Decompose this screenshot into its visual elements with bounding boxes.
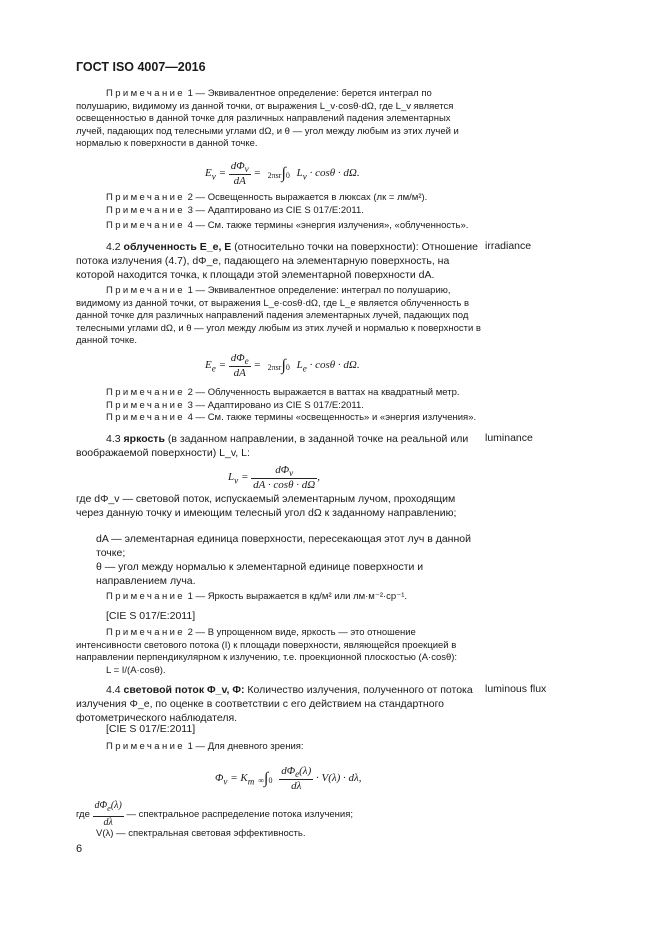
irr-note3: Примечание 3 — Адаптировано из CIE S 017/E:2011. — [106, 400, 364, 411]
irradiance-en-term: irradiance — [485, 240, 532, 252]
page-number: 6 — [76, 843, 83, 855]
lum-ref: [CIE S 017/E:2011] — [106, 610, 196, 622]
flux-ref: [CIE S 017/E:2011] — [106, 723, 196, 735]
irradiance-definition: 4.2 облученность E_e, E (относительно точки на поверхности): Отношение потока излучения (4.7), dΦ_e, падающего на элементарную поверхность, на которой находится точка, к площади этой элементарной поверхности dA. — [76, 241, 479, 281]
illum-note2: Примечание 2 — Освещенность выражается в люксах (лк = лм/м²). — [106, 192, 428, 203]
flux-note1: Примечание 1 — Для дневного зрения: — [106, 741, 304, 752]
formula-ee: $E_e$ = $\frac{d\Phi_e}{dA}$ = 2πsr∫0 $L_e \cdot \cos\theta \cdot d\Omega$. — [205, 352, 360, 380]
flux-where2: V(λ) — спектральная световая эффективность. — [96, 828, 306, 839]
flux-en-term: luminous flux — [485, 683, 547, 695]
page-header: ГОСТ ISO 4007—2016 — [76, 60, 206, 74]
lum-where1: где dΦ_v — световой поток, испускаемый элементарным лучом, проходящим через данную точку и имеющим телесный угол dΩ к заданному направлению; — [76, 493, 457, 519]
formula-ev: $E_v$ = $\frac{d\Phi_v}{dA}$ = 2πsr∫0 $L_v \cdot \cos\theta \cdot d\Omega$. — [205, 160, 360, 188]
illum-note4: Примечание 4 — См. также термины «энергия излучения», «облученность». — [106, 220, 469, 231]
flux-definition: 4.4 световой поток Φ_v, Φ: Количество излучения, полученного от потока излучения Φ_e, по оценке в соответствии с его действием на стандартного фотометрического наблюдателя. — [76, 684, 473, 724]
lum-note2: Примечание 2 — В упрощенном виде, яркость — это отношение интенсивности светового потока (I) к площади поверхности, являющейся проекцией в направлении перпендикулярном к излучению, т.е. проекционной плоскостью (A·cosθ): — [76, 627, 458, 663]
lum-note1: Примечание 1 — Яркость выражается в кд/м² или лм·м⁻²·ср⁻¹. — [106, 591, 408, 602]
irr-note2: Примечание 2 — Облученность выражается в ваттах на квадратный метр. — [106, 387, 460, 398]
irr-note1: Примечание 1 — Эквивалентное определение: интеграл по полушарию, видимому из данной точки, от выражения L_e·cosθ·dΩ, где L_e является облученность в данной точке для различных направлений падения элементарных лучей, падающих под телесными углами dΩ, и θ — угол между любым из этих лучей и нормалью к поверхности в данной точке. — [76, 285, 481, 346]
irradiance-term: облученность E_e, E — [123, 241, 232, 253]
irr-note4: Примечание 4 — См. также термины «освещенность» и «энергия излучения». — [106, 412, 477, 423]
luminance-definition: 4.3 яркость (в заданном направлении, в заданной точке на реальной или воображаемой поверхности) L_v, L: — [76, 433, 469, 459]
note-label: Примечание — [106, 88, 185, 99]
luminance-term: яркость — [123, 433, 165, 445]
illum-note1: Примечание 1 — Эквивалентное определение: берется интеграл по полушарию, видимому из данной точки, от выражения L_v·cosθ·dΩ, где L_v является освещенностью в данной точке для различных направлений падения элементарных лучей, падающих под телесными углами dΩ, и θ — угол между любым из этих лучей и нормалью к поверхности в данной точке. — [76, 88, 459, 149]
flux-where1: где $\frac{d\Phi_e(\lambda)}{d\lambda}$ — спектральное распределение потока излучения; — [76, 800, 354, 828]
formula-phi: $\Phi_v = K_m$ ∞∫0 $\frac{d\Phi_e(\lambda)}{d\lambda}$ · V(λ) · dλ, — [215, 765, 362, 793]
illum-note3: Примечание 3 — Адаптировано из CIE S 017/E:2011. — [106, 205, 364, 216]
lum-where3: θ — угол между нормалью к элементарной единице поверхности и направлением луча. — [96, 561, 424, 587]
luminance-en-term: luminance — [485, 432, 533, 444]
lum-note2b: L = I/(A·cosθ). — [106, 665, 166, 676]
formula-lv: $L_v$ = $\frac{d\Phi_v}{dA \cdot \cos\theta \cdot d\Omega}$ , — [228, 464, 320, 492]
lum-where2: dA — элементарная единица поверхности, пересекающая этот луч в данной точке; — [96, 533, 471, 559]
flux-term: световой поток Φ_v, Φ: — [123, 684, 245, 696]
